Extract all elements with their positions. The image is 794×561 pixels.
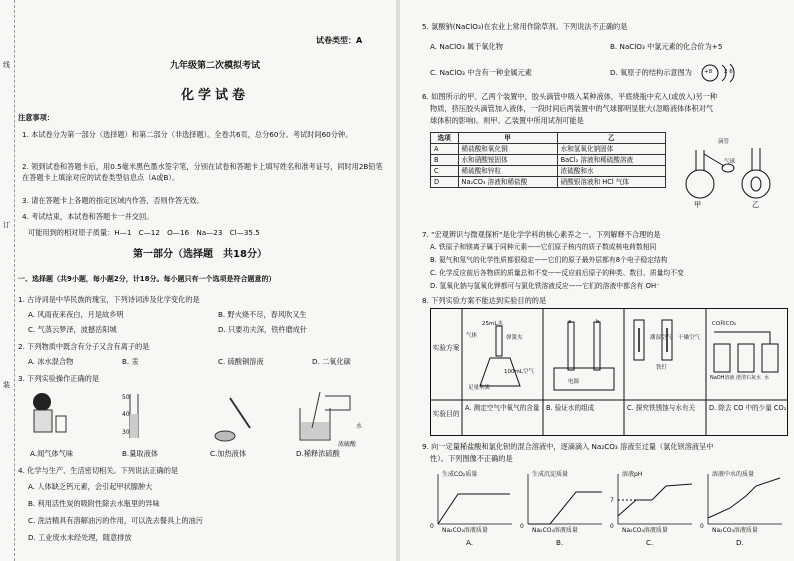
label-co-co2: CO和CO₂ (712, 321, 737, 327)
q6-table (430, 132, 666, 188)
q3-option-b: B.量取液体 (122, 449, 158, 458)
tick-30: 30 (122, 429, 130, 436)
q7-option-d: D. 氢氧化钠与氢氧化钾都可与氯化铁溶液反应——它们的溶液中都含有 OH⁻ (430, 282, 660, 290)
cell: D (431, 177, 459, 188)
q8-stem: 8. 下列实验方案不能达到实验目的的是 (422, 296, 547, 305)
exam-title: 九年级第二次模拟考试 (169, 61, 260, 71)
graph-c-xlabel: Na₂CO₃溶液质量 (622, 527, 668, 534)
graph-a-xlabel: Na₂CO₃溶液质量 (442, 527, 488, 534)
q7-option-a: A. 铁原子和镁离子属于同种元素——它们原子核内的质子数或核电荷数相同 (430, 243, 657, 251)
q5-option-a: A. NaClO₃ 属于氧化物 (430, 42, 503, 51)
q4-stem: 4. 化学与生产、生活密切相关。下列说法正确的是 (18, 466, 179, 475)
q1-stem: 1. 古诗词是中华民族的瑰宝，下列诗词涉及化学变化的是 (18, 295, 200, 304)
q1-option-d: D. 只要功夫深，铁杵磨成针 (218, 325, 308, 334)
ph-tick-7: 7 (610, 497, 614, 504)
q8-row-purpose: 实验目的 (432, 410, 460, 418)
label-yi: 乙 (752, 200, 760, 209)
q1-option-a: A. 风雨夜来夜白，月是故乡明 (28, 310, 124, 319)
q6-stem-1: 6. 如图所示的甲、乙两个装置中，胶头滴管中吸入某种液体，平底烧瓶中充入(或放入)另一种 (422, 92, 718, 101)
q2-option-c: C. 硫酸铜溶液 (218, 357, 264, 366)
right-page (400, 0, 794, 561)
q4-option-b: B. 利用活性炭的吸附性除去水瓶里的异味 (28, 499, 160, 508)
q9-stem-1: 9. 向一定量稀盐酸和氯化钡的混合溶液中，逐滴滴入 Na₂CO₃ 溶液至过量（氯化钡溶液呈中 (422, 442, 714, 451)
notes-heading: 注意事项： (18, 113, 54, 122)
label-a: a (568, 319, 572, 325)
q5-stem: 5. 氯酸钠(NaClO₃)在农业上常用作除草剂。下列说法不正确的是 (422, 22, 628, 31)
binding-mark: 装 (3, 381, 10, 389)
label-gas: 气体 (466, 333, 478, 339)
table-row (431, 177, 666, 188)
q6-col-option: 选项 (431, 133, 459, 144)
table-row (431, 144, 666, 155)
q6-stem-3: 球体积的影响)。则甲、乙装置中所用试剂可能是 (430, 116, 584, 125)
q5-option-b: B. NaClO₃ 中氯元素的化合价为+5 (610, 42, 723, 51)
q3-option-c: C.加热液体 (210, 449, 247, 458)
q7-option-b: B. 氦气和氖气的化学性质都很稳定——它们的原子最外层都有8个电子稳定结构 (430, 256, 668, 264)
q2-option-b: B. 汞 (122, 357, 139, 366)
q8-option-c: C. 探究铁锈蚀与水有关 (627, 404, 696, 412)
graph-b-ylabel: 生成沉淀质量 (532, 471, 569, 478)
graph-a-ylabel: 生成CO₂质量 (442, 471, 478, 478)
label-dry: 干燥空气 (678, 335, 701, 341)
q8-option-d: D. 除去 CO 中的少量 CO₂ (709, 404, 787, 412)
q3-option-d: D.稀释浓硫酸 (296, 449, 340, 458)
q4-option-d: D. 工业废水未经处理，随意排放 (28, 533, 132, 542)
q3-option-a: A.闻气体气味 (30, 449, 74, 458)
q4-option-c: C. 洗洁精具有溶解油污的作用，可以洗去餐具上的油污 (28, 516, 203, 525)
label-100ml: 100mL空气 (504, 369, 534, 375)
tick-40: 40 (122, 411, 130, 418)
q6-col-yi: 乙 (557, 133, 665, 144)
label-wood: 足量木炭 (468, 385, 491, 391)
q3-figures (20, 388, 390, 448)
q7-stem: 7. "宏观辨识与微观探析"是化学学科的核心素养之一。下列解释不合理的是 (422, 230, 661, 239)
q8-option-a: A. 测定空气中氧气的含量 (465, 404, 540, 412)
cell: BaCl₂ 溶液和稀硫酸溶液 (557, 155, 665, 166)
q6-col-jia: 甲 (458, 133, 557, 144)
q6-stem-2: 物质，挤压胶头滴管加入液体，一段时间后两装置中的气球都明显胀大(忽略液体体积对气 (430, 104, 714, 113)
q2-option-a: A. 冰水混合物 (28, 357, 74, 366)
cell: 水和氢氧化钠固体 (557, 144, 665, 155)
note-1: 1. 本试卷分为第一部分（选择题）和第二部分（非选择题）。全卷共6页，总分60分。考试时间60分钟。 (22, 130, 353, 139)
origin-d: 0 (700, 523, 704, 530)
graph-b-xlabel: Na₂CO₃溶液质量 (532, 527, 578, 534)
atomic-masses: 可能用到的相对原子质量：H—1 C—12 O—16 Na—23 Cl—35.5 (28, 228, 260, 237)
label-naoh: NaOH溶液 (710, 375, 735, 381)
cell: B (431, 155, 459, 166)
q8-option-b: B. 验证水的组成 (546, 404, 595, 412)
binding-mark: 订 (3, 221, 10, 229)
graph-d-ylabel: 溶液中水的质量 (712, 471, 755, 478)
label-conc-acid: 浓硫酸 (338, 441, 357, 448)
origin-b: 0 (520, 523, 524, 530)
q4-option-a: A. 人体缺乏钙元素，会引起甲状腺肿大 (28, 482, 153, 491)
label-spring: 弹簧夹 (506, 335, 523, 341)
label-lime: 澄清石灰水 (736, 375, 762, 381)
label-b: b (596, 319, 600, 325)
q5-option-c: C. NaClO₃ 中含有一种金属元素 (430, 68, 532, 77)
label-power: 电源 (568, 379, 580, 385)
label-nail: 铁钉 (656, 365, 668, 371)
origin-a: 0 (430, 523, 434, 530)
tick-50: 50 (122, 394, 130, 401)
electron-shells: 2 6 (724, 69, 733, 75)
cell: Na₂CO₃ 溶液和稀盐酸 (458, 177, 557, 188)
q1-option-b: B. 野火烧不尽，春风吹又生 (218, 310, 307, 319)
label-25ml: 25mL水 (482, 321, 503, 327)
graph-d (708, 474, 782, 524)
table-row (431, 155, 666, 166)
note-3: 3. 请在答题卡上各题的指定区域内作答，否则作答无效。 (22, 196, 204, 205)
note-4: 4. 考试结束，本试卷和答题卡一并交回。 (22, 212, 154, 221)
cell: A (431, 144, 459, 155)
cell: 浓硫酸和水 (557, 166, 665, 177)
q1-option-c: C. 气蒸云梦泽，波撼岳阳城 (28, 325, 117, 334)
cell: C (431, 166, 459, 177)
q5-option-d: D. 氧原子的结构示意图为 (610, 68, 692, 77)
label-balloon: 气球 (724, 159, 736, 165)
cell: 硝酸银溶液和 HCl 气体 (557, 177, 665, 188)
subject-title: 化学试卷 (180, 88, 249, 103)
part1-instructions: 一、选择题（共9小题，每小题2分，计18分。每小题只有一个选项是符合题意的） (18, 275, 276, 283)
label-moist: 潮湿空气 (650, 335, 673, 341)
label-jia: 甲 (694, 200, 702, 209)
binding-margin (2, 0, 15, 561)
cell: 水和硝酸铵固体 (458, 155, 557, 166)
q2-stem: 2. 下列物质中既含有分子又含有离子的是 (18, 342, 150, 351)
cell: 稀硫酸和锌粒 (458, 166, 557, 177)
nucleus-charge: +8 (704, 69, 713, 75)
label-dropper: 滴管 (718, 139, 730, 145)
note-2: 2. 领到试卷和答题卡后，用0.5毫米黑色墨水签字笔，分别在试卷和答题卡上填写姓名和准考证号，同时用2B铅笔在答题卡上填涂对应的试卷类型信息点（A或B）。 (22, 162, 383, 182)
graph-b (528, 474, 602, 524)
q3-stem: 3. 下列实验操作正确的是 (18, 374, 100, 383)
q9-stem-2: 性）。下列图像不正确的是 (430, 454, 513, 463)
q8-row-scheme: 实验方案 (432, 344, 460, 352)
graph-c-label: C. (646, 538, 654, 547)
left-page (0, 0, 396, 561)
paper-type: 试卷类型：A (316, 36, 363, 45)
q2-option-d: D. 二氧化碳 (312, 357, 351, 366)
label-water-d: 水 (764, 375, 770, 381)
label-water: 水 (356, 423, 363, 430)
table-row (431, 166, 666, 177)
q7-option-c: C. 化学反应前后各物质的质量总和不变——反应前后原子的种类、数目、质量均不变 (430, 269, 684, 277)
binding-mark: 线 (3, 61, 10, 69)
graph-d-label: D. (736, 538, 744, 547)
graph-b-label: B. (556, 538, 564, 547)
cell: 稀盐酸和氧化铜 (458, 144, 557, 155)
graph-a (438, 474, 512, 524)
graph-c-ylabel: 溶液pH (622, 471, 643, 478)
origin-c: 0 (610, 523, 614, 530)
graph-d-xlabel: Na₂CO₃溶液质量 (712, 527, 758, 534)
graph-a-label: A. (466, 538, 474, 547)
part1-title: 第一部分（选择题 共18分） (133, 249, 267, 260)
graph-c (618, 474, 692, 524)
